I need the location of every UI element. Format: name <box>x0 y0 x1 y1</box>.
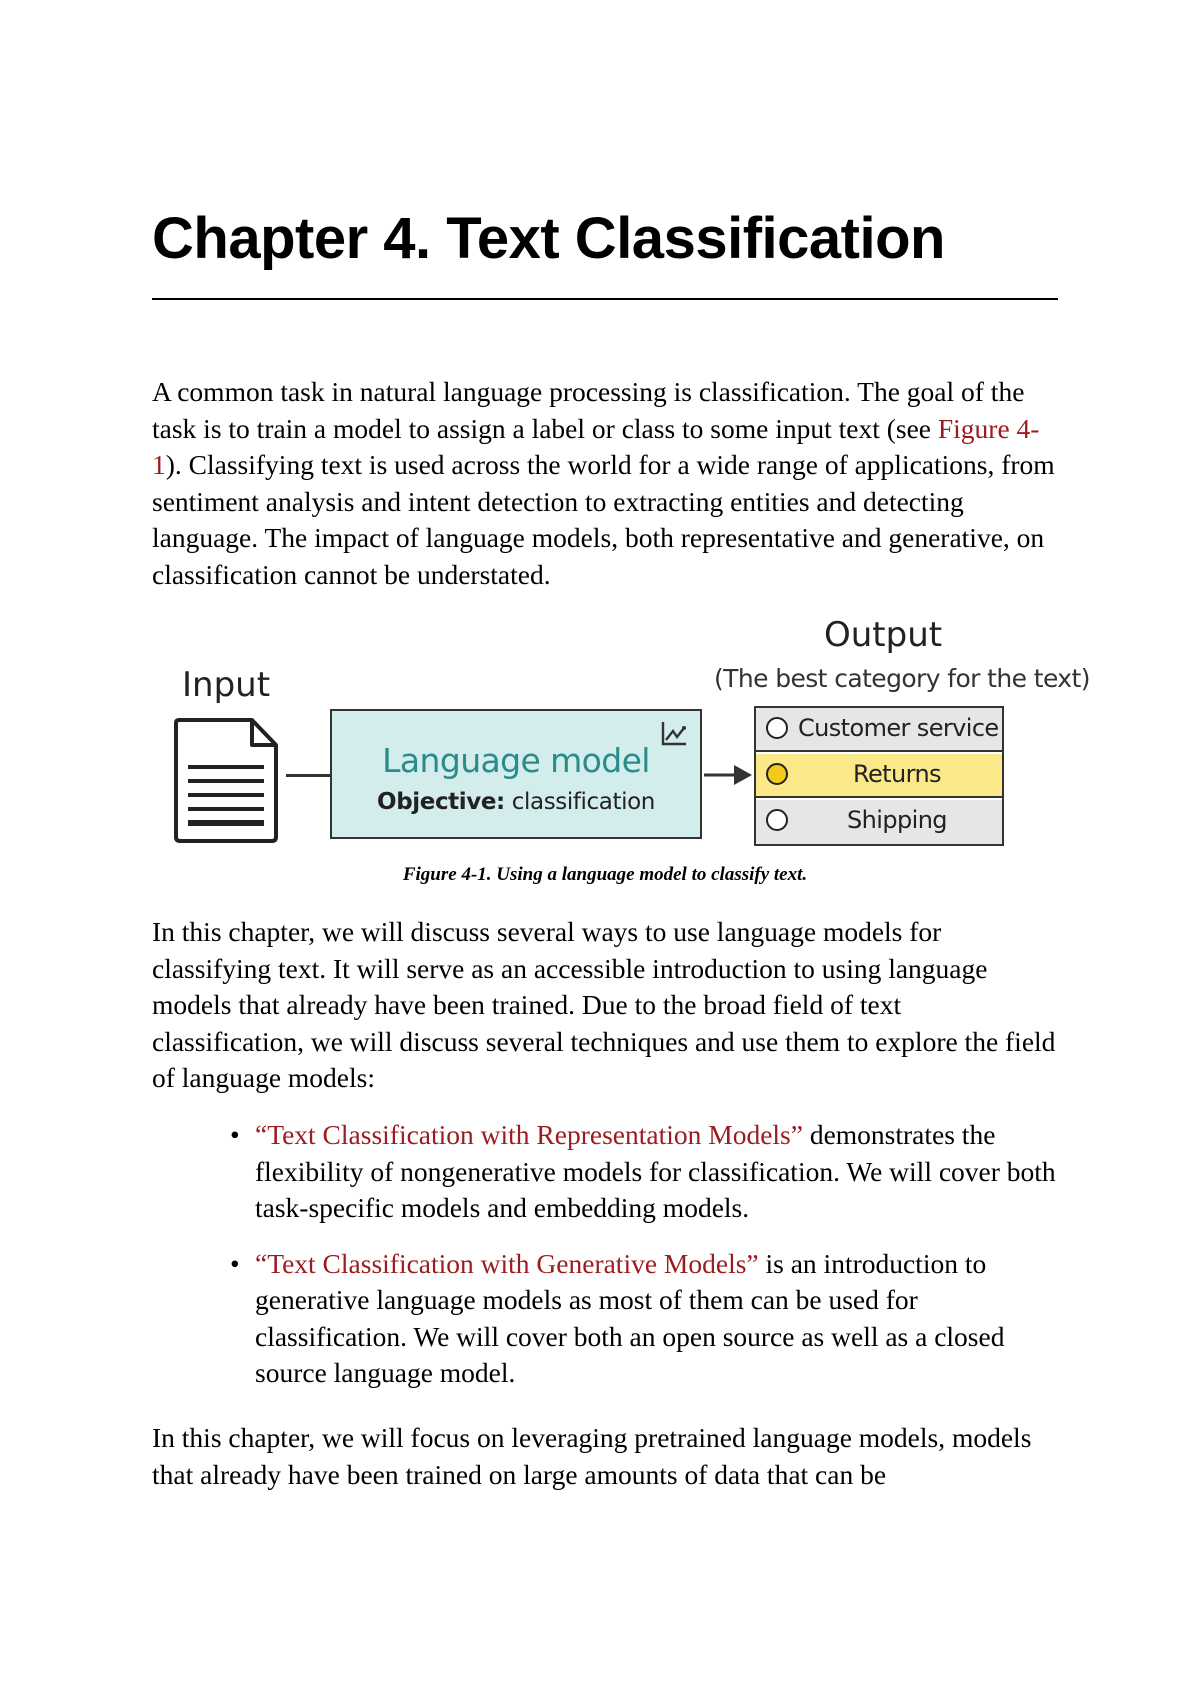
radio-empty-icon <box>766 717 788 739</box>
input-label: Input <box>182 665 271 705</box>
option-returns-selected <box>756 754 1002 798</box>
document-icon <box>172 717 280 845</box>
section-link-representation-models[interactable]: “Text Classification with Representation Models” <box>255 1119 803 1150</box>
output-options-box <box>754 706 1004 846</box>
option-label: Shipping <box>847 806 947 834</box>
objective-key: Objective: <box>377 789 505 815</box>
paragraph-2: In this chapter, we will discuss several ways to use language models for classifying text. It will serve as an accessible introduction to using language models that already have been trained. Due to the broad field of text classification, we will discuss several techniques and use them to explore the field of language models: <box>152 916 1056 1093</box>
radio-empty-icon <box>766 809 788 831</box>
language-model-box <box>330 709 702 839</box>
intro-text-part1: A common task in natural language processing is classification. The goal of the task is to train a model to assign a label or class to some input text (see <box>152 376 1025 444</box>
option-shipping <box>756 800 1002 844</box>
figure-4-1 <box>152 615 1090 850</box>
option-label: Returns <box>853 760 941 788</box>
objective-value: classification <box>504 789 655 815</box>
connector-line <box>286 774 336 777</box>
arrow-right-icon <box>704 761 754 789</box>
section-link-generative-models[interactable]: “Text Classification with Generative Models” <box>255 1247 759 1279</box>
output-label: Output <box>824 615 943 655</box>
chapter-title: Chapter 4. Text Classification <box>152 206 945 271</box>
title-divider <box>152 298 1058 300</box>
bullet-icon: • <box>230 1247 240 1279</box>
figure-caption: Figure 4-1. Using a language model to classify text. <box>402 864 808 885</box>
list-item-text: demonstrates the flexibility of nongenerative models for classification. We will cover both task-specific models and embedding models. <box>255 1119 1056 1223</box>
option-customer-service <box>756 708 1002 752</box>
intro-paragraph <box>152 374 1058 593</box>
bullet-list <box>152 1117 1058 1411</box>
model-title: Language model <box>382 741 650 780</box>
option-label: Customer service <box>798 714 999 742</box>
model-objective <box>332 789 700 815</box>
paragraph-3: In this chapter, we will focus on leveraging pretrained language models, models that already have been trained on large amounts of data that can be <box>152 1422 1032 1490</box>
intro-text-part2: ). Classifying text is used across the world for a wide range of applications, from sentiment analysis and intent detection to extracting entities and detecting language. The impact of language models, both representative and generative, on classification cannot be understated. <box>152 449 1055 590</box>
bullet-icon: • <box>230 1119 240 1150</box>
list-item-text: is an introduction to generative language models as most of them can be used for classification. We will cover both an open source as well as a closed source language model. <box>255 1247 1005 1388</box>
radio-selected-icon <box>766 763 788 785</box>
list-item <box>152 1117 1058 1227</box>
output-sublabel: (The best category for the text) <box>714 664 1090 693</box>
figure-4-1-link[interactable]: Figure 4-1 <box>152 412 1040 480</box>
list-item <box>152 1246 1058 1392</box>
